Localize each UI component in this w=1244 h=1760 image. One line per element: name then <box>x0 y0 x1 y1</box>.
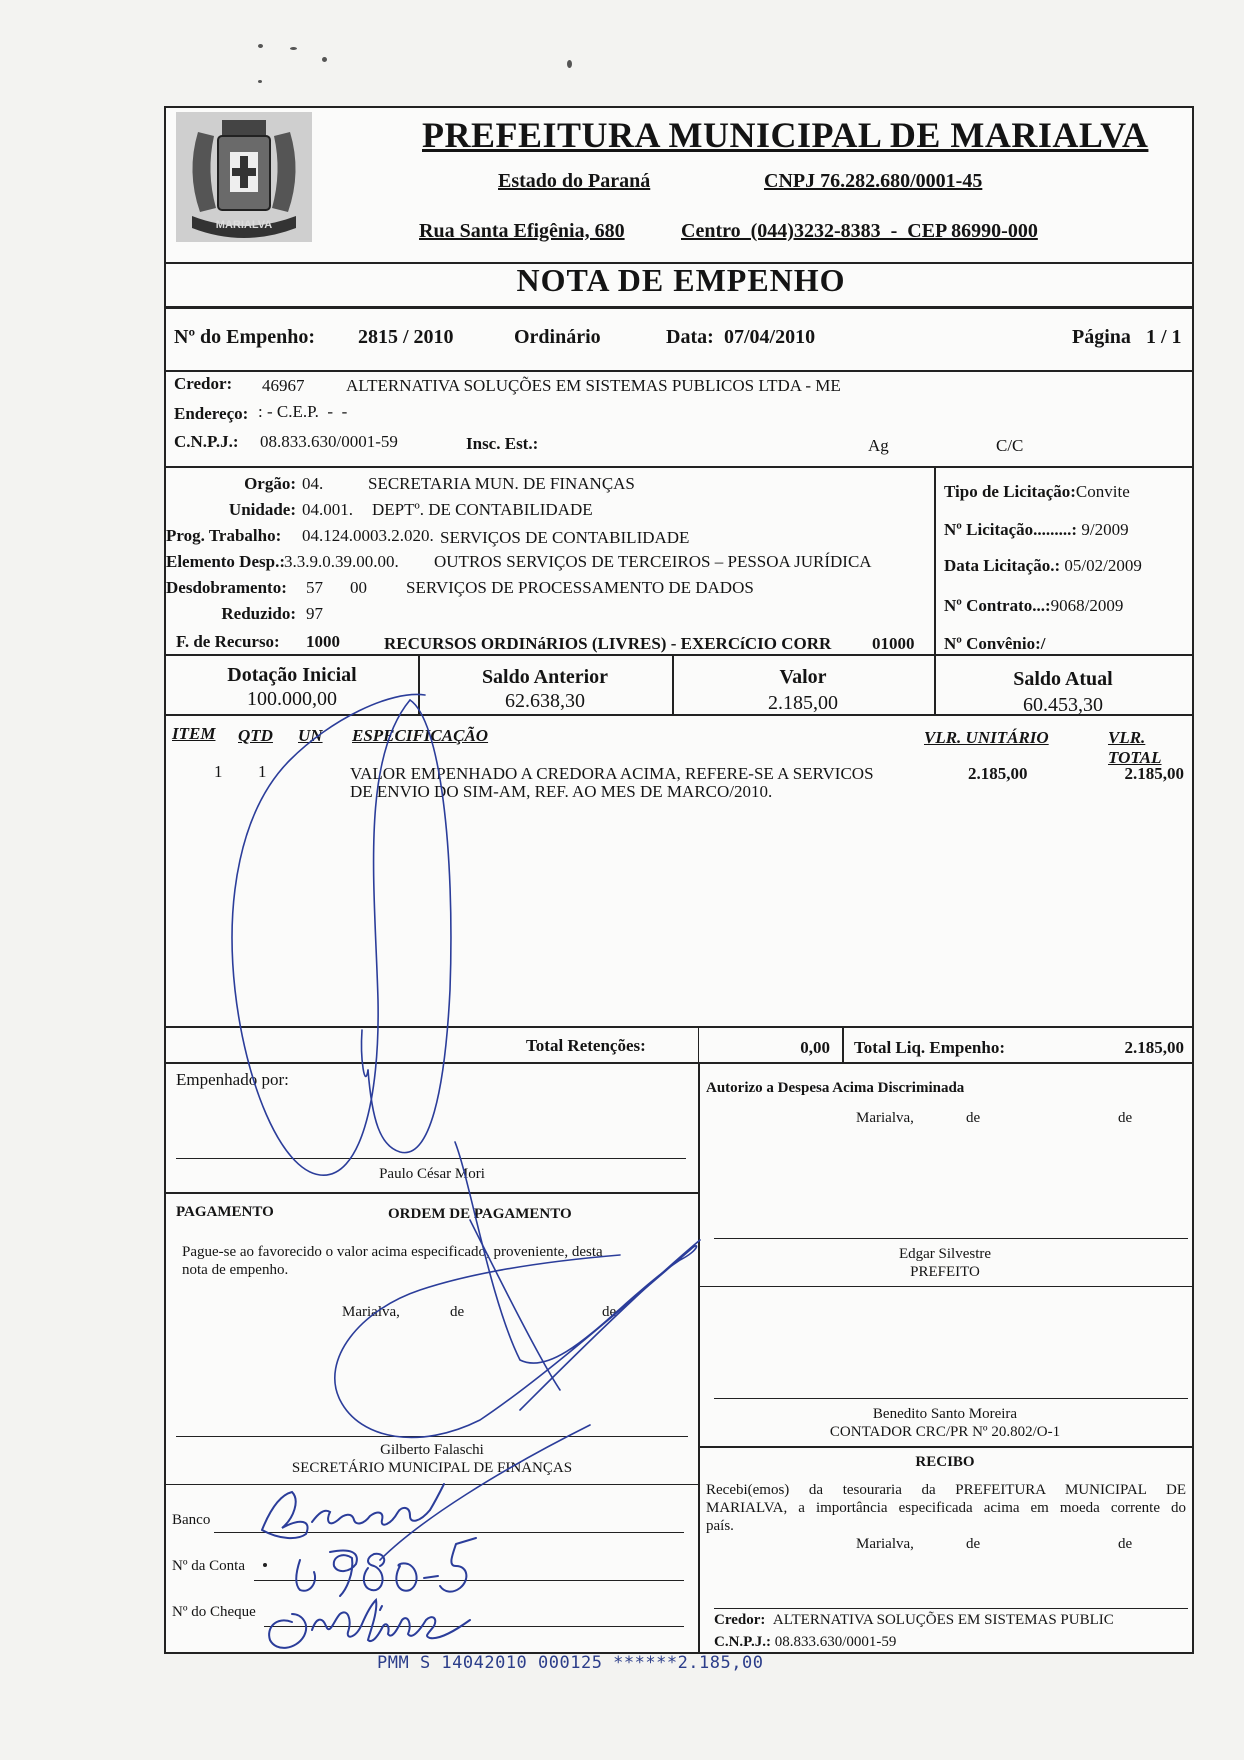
header-title: PREFEITURA MUNICIPAL DE MARIALVA <box>422 115 1149 155</box>
recibo-de1: de <box>966 1536 981 1552</box>
prefeito-name: Edgar Silvestre <box>898 1246 992 1262</box>
empenho-date-label: Data: <box>666 326 714 348</box>
elemento-name: OUTROS SERVIÇOS DE TERCEIROS – PESSOA JURÍDICA <box>434 552 872 571</box>
elemento-label: Elemento Desp.: <box>166 552 285 571</box>
endereco-label: Endereço: <box>174 404 249 423</box>
orgao-code: 04. <box>302 474 324 493</box>
header-address: Centro (044)3232-8383 - CEP 86990-000 <box>681 220 1038 242</box>
scan-speck <box>290 47 297 50</box>
ordem-pagamento-label: ORDEM DE PAGAMENTO <box>388 1206 572 1222</box>
tipo-licitacao: Tipo de Licitação:Convite <box>944 482 1130 501</box>
secretario-name: Gilberto Falaschi <box>380 1442 484 1458</box>
col-spec-header: ESPECIFICAÇÃO <box>352 726 489 745</box>
contador-role: CONTADOR CRC/PR Nº 20.802/O-1 <box>829 1424 1061 1440</box>
dotacao-value: 100.000,00 <box>247 688 337 710</box>
cheque-label: Nº do Cheque <box>172 1604 256 1620</box>
recurso-code: 1000 <box>306 632 340 651</box>
pagamento-de1: de <box>450 1304 465 1320</box>
insc-est-label: Insc. Est.: <box>466 434 539 453</box>
autorizo-city: Marialva, <box>856 1110 914 1126</box>
saldo-atual-value: 60.453,30 <box>1023 694 1103 716</box>
recibo-city: Marialva, <box>856 1536 914 1552</box>
empenho-number: 2815 / 2010 <box>358 326 454 348</box>
svg-text:MARIALVA: MARIALVA <box>215 219 273 231</box>
col-total-header: VLR. TOTAL <box>1108 728 1162 767</box>
secretario-role: SECRETÁRIO MUNICIPAL DE FINANÇAS <box>291 1460 573 1476</box>
empenhado-label: Empenhado por: <box>176 1070 289 1089</box>
total-liquido-value: 2.185,00 <box>1124 1038 1184 1057</box>
credor-code: 46967 <box>262 376 305 395</box>
numero-licitacao: Nº Licitação.........: 9/2009 <box>944 520 1129 539</box>
recibo-credor: Credor: ALTERNATIVA SOLUÇÕES EM SISTEMAS PUBLIC <box>714 1612 1114 1628</box>
autorizo-label: Autorizo a Despesa Acima Discriminada <box>706 1080 965 1096</box>
cc-label: C/C <box>996 436 1024 455</box>
print-stamp: PMM S 14042010 000125 ******2.185,00 <box>377 1653 764 1673</box>
recurso-label: F. de Recurso: <box>176 632 280 651</box>
pagamento-city: Marialva, <box>342 1304 400 1320</box>
numero-convenio: Nº Convênio:/ <box>944 634 1046 653</box>
col-un-header: UN <box>298 726 323 745</box>
item-spec-line2: DE ENVIO DO SIM-AM, REF. AO MES DE MARCO/2010. <box>350 782 773 801</box>
total-liquido-label: Total Liq. Empenho: <box>854 1038 1005 1057</box>
col-item-header: ITEM <box>172 724 216 743</box>
desdobramento-name: SERVIÇOS DE PROCESSAMENTO DE DADOS <box>406 578 754 597</box>
item-qtd: 1 <box>258 762 267 781</box>
retencoes-label: Total Retenções: <box>526 1036 646 1055</box>
conta-label: Nº da Conta <box>172 1558 245 1574</box>
empenho-type: Ordinário <box>514 326 601 348</box>
item-spec-line1: VALOR EMPENHADO A CREDORA ACIMA, REFERE-SE A SERVICOS <box>350 764 874 783</box>
banco-label: Banco <box>172 1512 211 1528</box>
pagamento-label: PAGAMENTO <box>176 1204 274 1220</box>
elemento-code: 3.3.9.0.39.00.00. <box>284 552 399 571</box>
ag-label: Ag <box>868 436 889 455</box>
unidade-code: 04.001. <box>302 500 353 519</box>
recibo-label: RECIBO <box>915 1454 975 1470</box>
valor-value: 2.185,00 <box>768 692 838 714</box>
recurso-name: RECURSOS ORDINáRIOS (LIVRES) - EXERCíCIO CORR <box>384 634 832 653</box>
reduzido-value: 97 <box>306 604 323 623</box>
numero-contrato: Nº Contrato...:9068/2009 <box>944 596 1124 615</box>
dotacao-label: Dotação Inicial <box>227 664 357 686</box>
credor-cnpj: 08.833.630/0001-59 <box>260 432 398 451</box>
desdobramento-sub: 00 <box>350 578 367 597</box>
scan-speck <box>322 57 327 62</box>
saldo-atual-label: Saldo Atual <box>1013 668 1113 690</box>
nota-de-empenho-form <box>164 106 1194 1654</box>
endereco-value: : - C.E.P. - - <box>258 402 348 421</box>
orgao-name: SECRETARIA MUN. DE FINANÇAS <box>368 474 635 493</box>
municipal-crest-icon <box>176 112 312 242</box>
pagamento-text-line2: nota de empenho. <box>182 1262 289 1278</box>
recibo-cnpj: C.N.P.J.: 08.833.630/0001-59 <box>714 1634 897 1650</box>
page-label: Página <box>1072 326 1131 348</box>
recibo-text-line2: MARIALVA, a importância especificada acima em moeda corrente do <box>706 1500 1186 1516</box>
prog-trabalho-name: SERVIÇOS DE CONTABILIDADE <box>440 528 690 547</box>
desdobramento-label: Desdobramento: <box>166 578 287 597</box>
recibo-text-line3: país. <box>706 1518 734 1534</box>
retencoes-value: 0,00 <box>800 1038 830 1057</box>
unidade-label: Unidade: <box>228 500 296 519</box>
prefeito-role: PREFEITO <box>910 1264 980 1280</box>
scan-speck <box>258 80 262 83</box>
col-unit-header: VLR. UNITÁRIO <box>924 728 1049 747</box>
desdobramento-code: 57 <box>306 578 323 597</box>
autorizo-de2: de <box>1118 1110 1133 1126</box>
recibo-text-line1: Recebi(emos) da tesouraria da PREFEITURA MUNICIPAL DE <box>706 1482 1186 1498</box>
saldo-anterior-value: 62.638,30 <box>505 690 585 712</box>
credor-label: Credor: <box>174 374 233 393</box>
item-total-value: 2.185,00 <box>1124 764 1184 783</box>
scan-speck <box>567 60 572 68</box>
unidade-name: DEPTº. DE CONTABILIDADE <box>372 500 593 519</box>
credor-name: ALTERNATIVA SOLUÇÕES EM SISTEMAS PUBLICOS LTDA - ME <box>346 376 841 395</box>
autorizo-de1: de <box>966 1110 981 1126</box>
pagamento-text-line1: Pague-se ao favorecido o valor acima especificado, proveniente, desta <box>182 1244 603 1260</box>
orgao-label: Orgão: <box>244 474 296 493</box>
recurso-suffix: 01000 <box>872 634 915 653</box>
credor-cnpj-label: C.N.P.J.: <box>174 432 239 451</box>
header-street: Rua Santa Efigênia, 680 <box>419 220 625 242</box>
data-licitacao: Data Licitação.: 05/02/2009 <box>944 556 1142 575</box>
document-title: NOTA DE EMPENHO <box>516 262 846 298</box>
pagamento-de2: de <box>602 1304 617 1320</box>
col-qtd-header: QTD <box>238 726 273 745</box>
empenho-number-label: Nº do Empenho: <box>174 326 316 348</box>
saldo-anterior-label: Saldo Anterior <box>481 666 609 688</box>
header-cnpj: CNPJ 76.282.680/0001-45 <box>764 170 983 192</box>
empenhado-name: Paulo César Mori <box>379 1166 485 1182</box>
scan-speck <box>258 44 263 48</box>
recibo-de2: de <box>1118 1536 1133 1552</box>
empenho-date: 07/04/2010 <box>724 326 816 348</box>
prog-trabalho-code: 04.124.0003.2.020. <box>302 526 434 545</box>
reduzido-label: Reduzido: <box>221 604 296 623</box>
item-number: 1 <box>214 762 223 781</box>
header-state: Estado do Paraná <box>498 170 651 192</box>
valor-label: Valor <box>779 666 827 688</box>
item-unit-value: 2.185,00 <box>968 764 1028 783</box>
prog-trabalho-label: Prog. Trabalho: <box>166 526 282 545</box>
page-number: 1 / 1 <box>1146 326 1182 348</box>
contador-name: Benedito Santo Moreira <box>872 1406 1018 1422</box>
